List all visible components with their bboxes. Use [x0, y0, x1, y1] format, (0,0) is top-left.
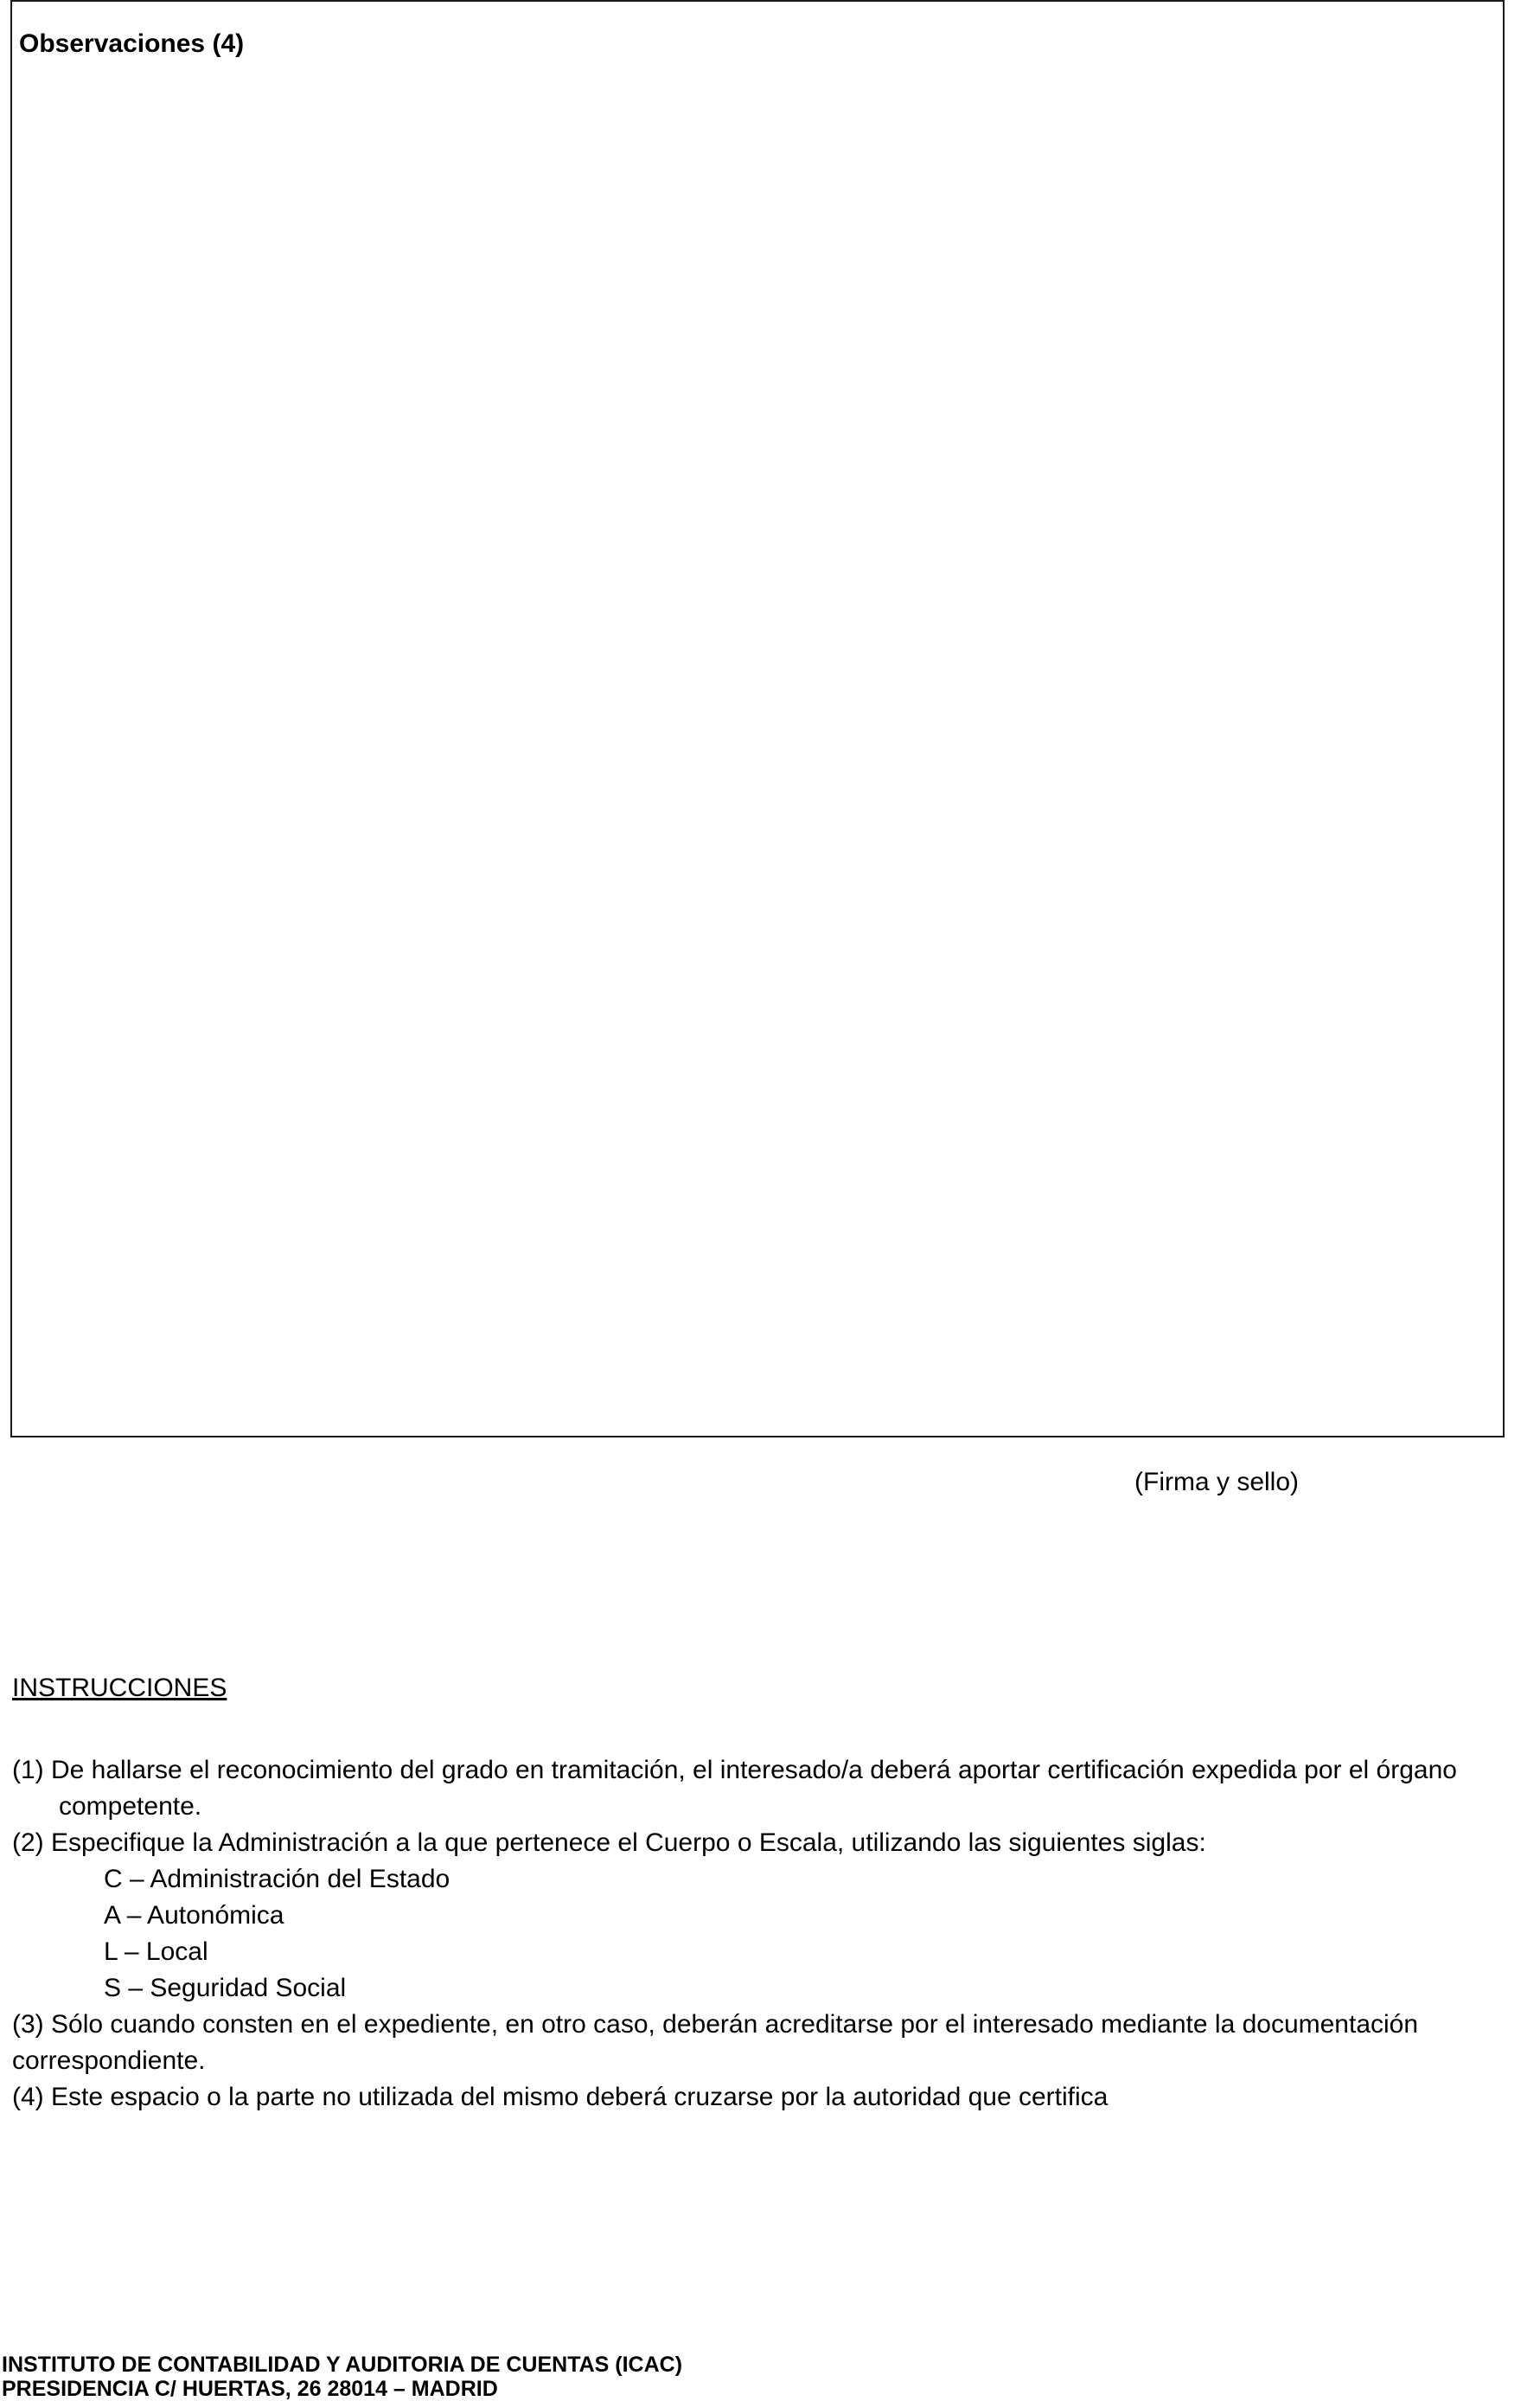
sigla-item: S – Seguridad Social: [104, 1974, 347, 2002]
instrucciones-heading: INSTRUCCIONES: [12, 1674, 227, 1702]
sigla-item: C – Administración del Estado: [104, 1865, 450, 1893]
observaciones-title: Observaciones (4): [19, 29, 245, 58]
note-1-line-2: competente.: [59, 1792, 202, 1821]
sigla-item: A – Autonómica: [104, 1901, 284, 1930]
note-1-line-1: (1) De hallarse el reconocimiento del grado en tramitación, el interesado/a deberá aportar certificación expedida por el órgano: [12, 1756, 1457, 1784]
note-4: (4) Este espacio o la parte no utilizada del mismo deberá cruzarse por la autoridad que certifica: [12, 2083, 1109, 2111]
note-3-line-1: (3) Sólo cuando consten en el expediente, en otro caso, deberán acreditarse por el interesado mediante la documentación: [12, 2010, 1419, 2039]
note-3-line-2: correspondiente.: [12, 2046, 206, 2075]
footer-address: [2, 2353, 682, 2401]
signature-label: (Firma y sello): [1134, 1468, 1300, 1496]
footer-address-line: PRESIDENCIA C/ HUERTAS, 26 28014 – MADRID: [2, 2377, 498, 2401]
sigla-item: L – Local: [104, 1937, 208, 1966]
observaciones-box[interactable]: [10, 0, 1505, 1437]
note-2: (2) Especifique la Administración a la que pertenece el Cuerpo o Escala, utilizando las siguientes siglas:: [12, 1828, 1206, 1857]
footer-institution: INSTITUTO DE CONTABILIDAD Y AUDITORIA DE CUENTAS (ICAC): [2, 2353, 683, 2377]
instrucciones-list: [12, 1752, 1538, 2116]
